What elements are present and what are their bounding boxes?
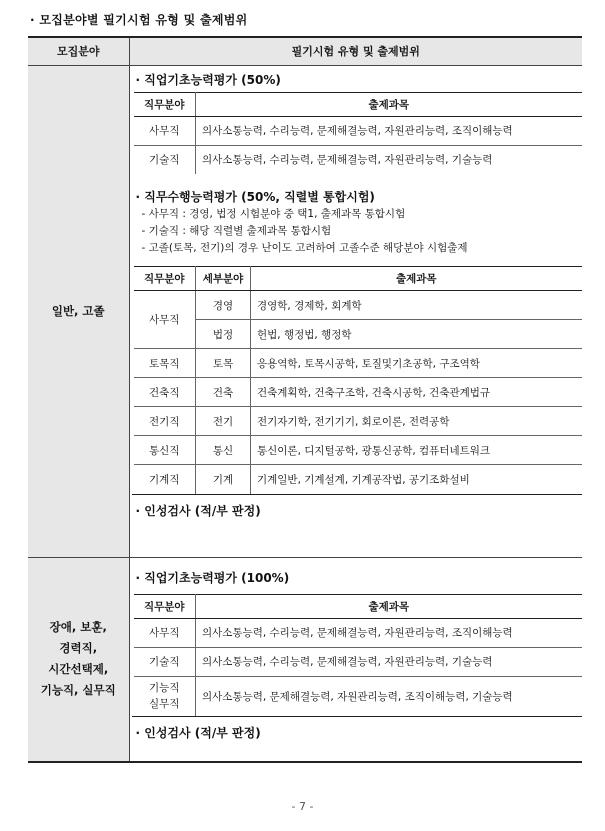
subjects-cell: 통신이론, 디지털공학, 광통신공학, 컴퓨터네트워크 xyxy=(251,436,582,465)
subjects-cell: 의사소통능력, 수리능력, 문제해결능력, 자원관리능력, 기술능력 xyxy=(196,145,582,174)
subjects-cell: 의사소통능력, 수리능력, 문제해결능력, 자원관리능력, 기술능력 xyxy=(196,647,582,676)
table-row xyxy=(134,407,582,436)
job-field-cell: 사무직 xyxy=(134,618,196,647)
table-row xyxy=(134,676,582,716)
section-heading: · 모집분야별 필기시험 유형 및 출제범위 xyxy=(30,13,248,27)
general-basic-table xyxy=(134,92,582,175)
duty-th-subjects: 출제과목 xyxy=(251,267,582,291)
subjects-cell: 전기자기학, 전기기기, 회로이론, 전력공학 xyxy=(251,407,582,436)
header-exam-scope: 필기시험 유형 및 출제범위 xyxy=(129,37,582,65)
general-basic-th-field: 직무분야 xyxy=(134,92,196,116)
subfield-cell: 토목 xyxy=(196,349,251,378)
table-row xyxy=(134,116,582,145)
subjects-cell: 응용역학, 토목시공학, 토질및기초공학, 구조역학 xyxy=(251,349,582,378)
general-content xyxy=(129,65,582,557)
table-row xyxy=(134,436,582,465)
page-number: - 7 - xyxy=(291,800,314,813)
subjects-cell: 경영학, 경제학, 회계학 xyxy=(251,291,582,320)
subjects-cell: 기계일반, 기계설계, 기계공작법, 공기조화설비 xyxy=(251,465,582,494)
subfield-cell: 경영 xyxy=(196,291,251,320)
field-general: 일반, 고졸 xyxy=(28,65,129,557)
table-row xyxy=(134,465,582,494)
job-field-cell xyxy=(134,676,196,716)
table-row xyxy=(134,349,582,378)
subjects-cell: 헌법, 행정법, 행정학 xyxy=(251,320,582,349)
subfield-cell: 법정 xyxy=(196,320,251,349)
exam-scope-table xyxy=(28,36,582,763)
field-special-line: 경력직, xyxy=(59,641,98,656)
job-field-cell: 건축직 xyxy=(134,378,196,407)
job-field-cell: 토목직 xyxy=(134,349,196,378)
duty-note: - 기술직 : 해당 직렬별 출제과목 통합시험 xyxy=(141,225,332,237)
field-special-line: 장애, 보훈, xyxy=(49,620,107,635)
job-field-cell: 통신직 xyxy=(134,436,196,465)
duty-note: - 사무직 : 경영, 법정 시험분야 중 택1, 출제과목 통합시험 xyxy=(141,208,406,220)
special-personality-title: · 인성검사 (적/부 판정) xyxy=(135,726,261,740)
field-special-line: 시간선택제, xyxy=(48,662,109,677)
field-special xyxy=(28,557,129,762)
table-row xyxy=(134,378,582,407)
duty-th-subfield: 세부분야 xyxy=(196,267,251,291)
table-row xyxy=(134,291,582,320)
general-basic-title: · 직업기초능력평가 (50%) xyxy=(135,72,281,87)
general-basic-th-subjects: 출제과목 xyxy=(196,92,582,116)
job-field-cell: 기계직 xyxy=(134,465,196,494)
special-basic-th-field: 직무분야 xyxy=(134,594,196,618)
special-content xyxy=(129,557,582,762)
table-row xyxy=(134,618,582,647)
job-field-cell: 기술직 xyxy=(134,145,196,174)
general-personality-title: · 인성검사 (적/부 판정) xyxy=(135,503,261,518)
subfield-cell: 통신 xyxy=(196,436,251,465)
special-basic-th-subjects: 출제과목 xyxy=(196,594,582,618)
general-duty-title: · 직무수행능력평가 (50%, 직렬별 통합시험) xyxy=(135,190,375,204)
table-row xyxy=(134,320,582,349)
job-field-cell: 전기직 xyxy=(134,407,196,436)
section-special-row xyxy=(28,557,582,762)
subjects-cell: 의사소통능력, 수리능력, 문제해결능력, 자원관리능력, 조직이해능력 xyxy=(196,116,582,145)
table-row xyxy=(134,145,582,174)
job-field-line: 기능직 xyxy=(149,682,180,695)
subfield-cell: 전기 xyxy=(196,407,251,436)
job-field-cell: 사무직 xyxy=(134,116,196,145)
special-basic-table xyxy=(134,594,582,717)
special-basic-title: · 직업기초능력평가 (100%) xyxy=(135,570,290,585)
subfield-cell: 건축 xyxy=(196,378,251,407)
subjects-cell: 의사소통능력, 문제해결능력, 자원관리능력, 조직이해능력, 기술능력 xyxy=(196,676,582,716)
table-row xyxy=(134,647,582,676)
job-field-cell: 사무직 xyxy=(134,291,196,349)
field-special-line: 기능직, 실무직 xyxy=(40,683,116,698)
job-field-cell: 기술직 xyxy=(134,647,196,676)
subfield-cell: 기계 xyxy=(196,465,251,494)
general-duty-table xyxy=(134,266,582,494)
duty-note: - 고졸(토목, 전기)의 경우 난이도 고려하여 고졸수준 해당분야 시험출제 xyxy=(141,242,468,254)
job-field-line: 실무직 xyxy=(149,698,180,711)
main-header-row xyxy=(28,37,582,65)
section-general-row xyxy=(28,65,582,557)
subjects-cell: 건축계획학, 건축구조학, 건축시공학, 건축관계법규 xyxy=(251,378,582,407)
subjects-cell: 의사소통능력, 수리능력, 문제해결능력, 자원관리능력, 조직이해능력 xyxy=(196,618,582,647)
duty-th-field: 직무분야 xyxy=(134,267,196,291)
header-recruit-field: 모집분야 xyxy=(28,37,129,65)
